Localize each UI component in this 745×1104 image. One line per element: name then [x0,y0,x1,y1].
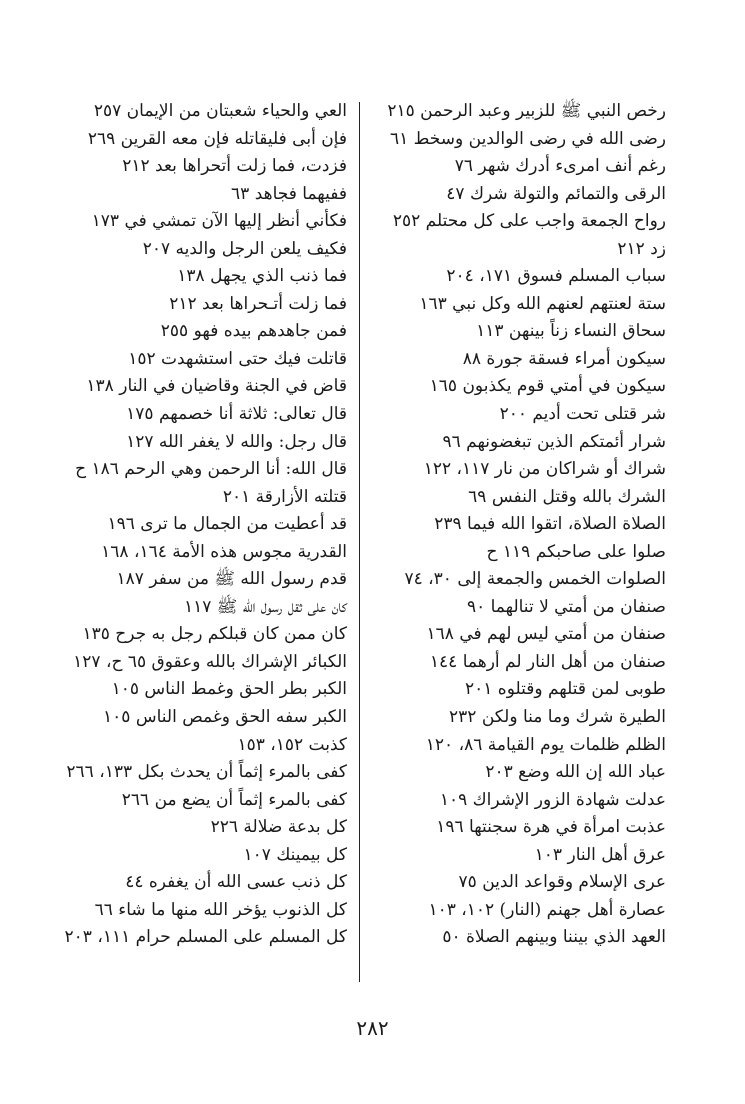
index-entry: العي والحياء شعبتان من الإيمان ٢٥٧ [93,101,347,121]
index-entry: الكبائر الإشراك بالله وعقوق ٦٥ ح، ١٢٧ [73,651,347,672]
index-entry: صنفان من أمتي ليس لهم في ١٦٨ [426,624,666,645]
index-entry: ففيهما فجاهد ٦٣ [231,183,347,204]
index-entry: كل الذنوب يؤخر الله منها ما شاء ٦٦ [94,899,347,920]
index-entry: العهد الذي بيننا وبينهم الصلاة ٥٠ [442,927,666,948]
index-entry: سيكون في أمتي قوم يكذبون ١٦٥ [429,376,666,397]
index-entry: فما زلت أتـحراها بعد ٢١٢ [169,293,347,314]
index-entry: قاض في الجنة وقاضيان في النار ١٣٨ [86,376,347,397]
index-entry: كذبت ١٥٢، ١٥٣ [237,734,347,755]
index-entry: فما ذنب الذي يجهل ١٣٨ [177,266,347,287]
index-entry: شرار أئمتكم الذين تبغضونهم ٩٦ [442,431,666,452]
index-entry: كل المسلم على المسلم حرام ١١١، ٢٠٣ [64,927,347,948]
index-entry: رضى الله في رضى الوالدين وسخط ٦١ [389,128,666,149]
index-entry: كفى بالمرء إثماً أن يضع من ٢٦٦ [121,789,347,810]
index-entry: رغم أنف امرىء أدرك شهر ٧٦ [454,156,666,177]
index-entry: قاتلت فيك حتى استشهدت ١٥٢ [128,348,347,369]
index-entry: رخص النبي ﷺ للزبير وعبد الرحمن ٢١٥ [387,101,666,121]
index-entry: فكأني أنظر إليها الآن تمشي في ١٧٣ [91,211,347,232]
index-column-right [336,98,666,952]
index-entry: قد أعطيت من الجمال ما ترى ١٩٦ [107,514,347,535]
index-entry: عرق أهل النار ١٠٣ [534,844,666,865]
index-entry: سحاق النساء زناً بينهن ١١٣ [476,321,666,342]
index-entry: كل ذنب عسى الله أن يغفره ٤٤ [125,872,347,893]
index-entry: قدم رسول الله ﷺ من سفر ١٨٧ [116,569,347,590]
index-column-left [17,98,347,952]
index-entry: صنفان من أهل النار لم أرهما ١٤٤ [429,651,666,672]
column-divider [359,102,360,982]
index-entry: عباد الله إن الله وضع ٢٠٣ [485,762,666,783]
index-entry: فزدت، فما زلت أتحراها بعد ٢١٢ [122,156,347,177]
index-entry: عرى الإسلام وقواعد الدين ٧٥ [458,872,666,893]
index-entry: صنفان من أمتي لا تنالهما ٩٠ [466,596,666,617]
index-entry: فإن أبى فليقاتله فإن معه القرين ٢٦٩ [87,128,347,149]
index-entry: قال تعالى: ثلاثة أنا خصمهم ١٧٥ [126,404,347,425]
index-entry: عصارة أهل جهنم (النار) ١٠٢، ١٠٣ [428,899,666,920]
index-entry: رواح الجمعة واجب على كل محتلم ٢٥٢ [392,211,666,232]
page-number: ٢٨٢ [356,1016,389,1040]
index-entry: الطيرة شرك وما منا ولكن ٢٣٢ [449,707,666,728]
index-entry: كان ممن كان قبلكم رجل به جرح ١٣٥ [82,624,347,645]
index-entry: سيكون أمراء فسقة جورة ٨٨ [462,348,666,369]
index-entry: شراك أو شراكان من نار ١١٧، ١٢٢ [423,459,666,480]
index-entry: قال الله: أنا الرحمن وهي الرحم ١٨٦ ح [75,459,347,480]
index-entry: زد ٢١٢ [617,238,666,259]
index-entry: كل بيمينك ١٠٧ [243,844,347,865]
index-entry: صلوا على صاحبكم ١١٩ ح [486,541,666,562]
index-entry: شر قتلى تحت أديم ٢٠٠ [499,404,666,425]
index-entry: الكبر سفه الحق وغمص الناس ١٠٥ [103,707,347,728]
index-entry: طوبى لمن قتلهم وقتلوه ٢٠١ [464,679,666,700]
index-entry: كان على ثقل رسول الله ﷺ ١١٧ [183,596,347,617]
index-entry: الصلاة الصلاة، اتقوا الله فيما ٢٣٩ [434,514,666,535]
index-entry: ستة لعنتهم لعنهم الله وكل نبي ١٦٣ [419,293,666,314]
index-entry: عدلت شهادة الزور الإشراك ١٠٩ [439,789,666,810]
index-entry: فكيف يلعن الرجل والديه ٢٠٧ [142,238,347,259]
index-entry: الظلم ظلمات يوم القيامة ٨٦، ١٢٠ [425,734,666,755]
index-entry: قتلته الأزارقة ٢٠١ [222,486,347,507]
index-entry: الشرك بالله وقتل النفس ٦٩ [468,486,666,507]
index-entry: كفى بالمرء إثماً أن يحدث بكل ١٣٣، ٢٦٦ [66,762,347,783]
index-entry: الرقى والتمائم والتولة شرك ٤٧ [446,183,666,204]
index-entry: عذبت امرأة في هرة سجنتها ١٩٦ [436,817,666,838]
index-entry: سباب المسلم فسوق ١٧١، ٢٠٤ [446,266,666,287]
index-entry: الكبر بطر الحق وغمط الناس ١٠٥ [111,679,347,700]
index-entry: كل بدعة ضلالة ٢٢٦ [210,817,347,838]
index-entry: قال رجل: والله لا يغفر الله ١٢٧ [126,431,347,452]
index-entry: الصلوات الخمس والجمعة إلى ٣٠، ٧٤ [404,569,666,590]
index-entry: فمن جاهدهم بيده فهو ٢٥٥ [160,321,347,342]
index-entry: القدرية مجوس هذه الأمة ١٦٤، ١٦٨ [101,541,347,562]
